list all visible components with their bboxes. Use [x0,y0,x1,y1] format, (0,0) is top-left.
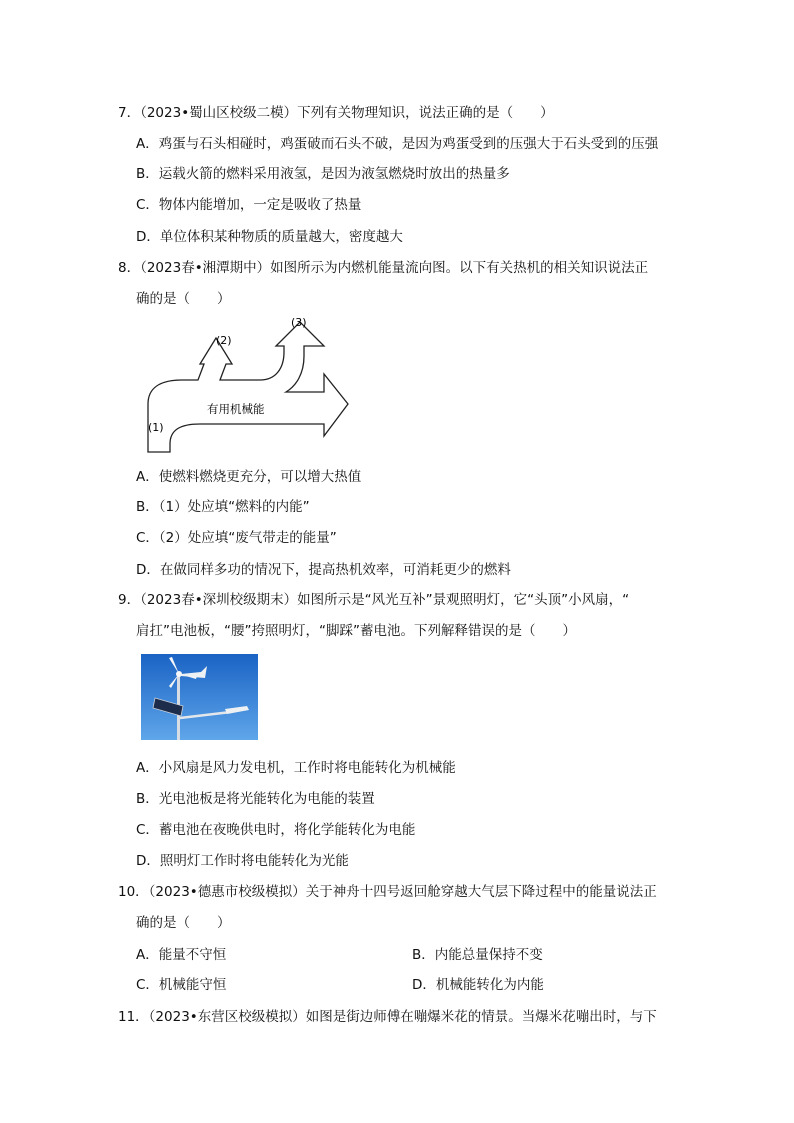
q10-option-c: C．机械能守恒 [136,977,227,993]
q7-stem: 7．（2023•蜀山区校级二模）下列有关物理知识，说法正确的是（ ） [118,105,554,121]
q10-option-d: D．机械能转化为内能 [412,977,544,993]
q10-option-a: A．能量不守恒 [136,947,227,963]
wind-solar-lamp-photo [141,654,258,740]
flow-label-1: (1) [148,421,164,434]
flow-label-useful: 有用机械能 [207,402,265,416]
q11-stem-line1: 11．（2023•东营区校级模拟）如图是街边师傅在嘣爆米花的情景。当爆米花嘣出时，与下 [118,1009,657,1025]
q9-option-c: C．蓄电池在夜晚供电时，将化学能转化为电能 [136,822,416,838]
q9-option-a: A．小风扇是风力发电机，工作时将电能转化为机械能 [136,760,456,776]
q10-option-b: B．内能总量保持不变 [412,947,543,963]
flow-label-3: (3) [291,316,307,329]
q7-option-c: C．物体内能增加，一定是吸收了热量 [136,197,362,213]
energy-flow-diagram [140,312,352,460]
q9-stem-line2: 肩扛”电池板，“腰”挎照明灯，“脚踩”蓄电池。下列解释错误的是（ ） [136,623,576,639]
q8-stem-line2: 确的是（ ） [136,291,231,307]
energy-flow-arrow [148,322,348,452]
q7-option-a: A．鸡蛋与石头相碰时，鸡蛋破而石头不破，是因为鸡蛋受到的压强大于石头受到的压强 [136,136,659,152]
q10-stem-line2: 确的是（ ） [136,915,231,931]
q8-option-c: C．（2）处应填“废气带走的能量” [136,530,337,546]
q9-option-b: B．光电池板是将光能转化为电能的装置 [136,791,375,807]
q10-stem-line1: 10．（2023•德惠市校级模拟）关于神舟十四号返回舱穿越大气层下降过程中的能量说法正 [118,884,657,900]
q9-option-d: D．照明灯工作时将电能转化为光能 [136,853,349,869]
q9-stem-line1: 9．（2023春•深圳校级期末）如图所示是“风光互补”景观照明灯，它“头顶”小风扇，“ [118,592,630,608]
q8-option-a: A．使燃料燃烧更充分，可以增大热值 [136,469,362,485]
flow-label-2: (2) [216,334,232,347]
q7-option-b: B．运载火箭的燃料采用液氢，是因为液氢燃烧时放出的热量多 [136,166,510,182]
q7-option-d: D．单位体积某种物质的质量越大，密度越大 [136,229,403,245]
q8-option-d: D．在做同样多功的情况下，提高热机效率，可消耗更少的燃料 [136,562,511,578]
q8-stem-line1: 8．（2023春•湘潭期中）如图所示为内燃机能量流向图。以下有关热机的相关知识说法正 [118,260,649,276]
q8-option-b: B．（1）处应填“燃料的内能” [136,499,310,515]
